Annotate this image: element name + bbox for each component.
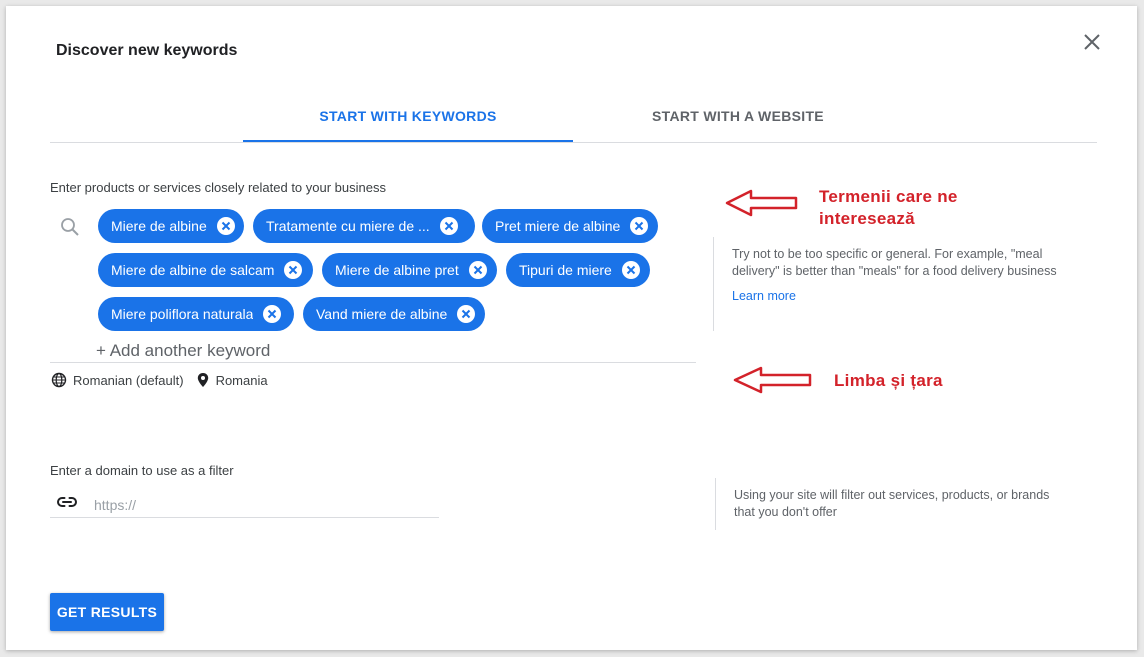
keyword-chip	[482, 209, 658, 243]
domain-divider	[50, 517, 439, 518]
language-label: Romanian (default)	[73, 372, 184, 388]
keyword-chip-label: Tipuri de miere	[519, 262, 612, 278]
annotation-arrow-location	[733, 365, 813, 395]
learn-more-link[interactable]: Learn more	[732, 289, 796, 303]
annotation-keywords-note	[819, 186, 958, 230]
keyword-chip	[322, 253, 497, 287]
search-icon	[60, 217, 80, 237]
dialog-title: Discover new keywords	[56, 42, 238, 59]
keyword-chip	[98, 253, 313, 287]
keyword-chip-label: Miere de albine	[111, 218, 207, 234]
discover-keywords-dialog	[6, 6, 1137, 650]
remove-chip-icon[interactable]	[284, 261, 302, 279]
link-icon	[55, 490, 79, 514]
remove-chip-icon[interactable]	[217, 217, 235, 235]
domain-input[interactable]	[92, 490, 441, 520]
location-pin-icon	[196, 372, 210, 388]
remove-chip-icon[interactable]	[630, 217, 648, 235]
globe-icon	[51, 372, 67, 388]
keyword-chip-label: Pret miere de albine	[495, 218, 621, 234]
tab-start-with-website[interactable]: START WITH A WEBSITE	[652, 108, 824, 124]
remove-chip-icon[interactable]	[469, 261, 487, 279]
remove-chip-icon[interactable]	[457, 305, 475, 323]
close-icon[interactable]	[1082, 32, 1102, 52]
remove-chip-icon[interactable]	[263, 305, 281, 323]
keyword-chip-label: Miere poliflora naturala	[111, 306, 254, 322]
keywords-help	[713, 237, 1073, 331]
domain-help-text: Using your site will filter out services, products, or brands that you don't offer	[734, 488, 1050, 519]
annotation-arrow-keywords	[725, 188, 799, 218]
annotation-location-note: Limba și țara	[834, 371, 943, 390]
annotation-keywords-line2: interesează	[819, 209, 915, 228]
keyword-chip-label: Miere de albine pret	[335, 262, 459, 278]
keyword-chip	[506, 253, 650, 287]
add-keyword-input[interactable]: + Add another keyword	[96, 341, 271, 360]
keyword-chip-label: Vand miere de albine	[316, 306, 448, 322]
keywords-divider	[50, 362, 696, 363]
get-results-button[interactable]: GET RESULTS	[50, 593, 164, 631]
location-selector[interactable]	[196, 372, 268, 388]
tab-start-with-keywords[interactable]: START WITH KEYWORDS	[243, 92, 573, 142]
keyword-chip	[98, 297, 294, 331]
keyword-chip-label: Miere de albine de salcam	[111, 262, 275, 278]
keyword-chip-label: Tratamente cu miere de ...	[266, 218, 430, 234]
keywords-help-text: Try not to be too specific or general. For example, "meal delivery" is better than "meals" for a food delivery business	[732, 247, 1057, 278]
domain-help	[715, 478, 1055, 530]
keyword-chip	[98, 209, 244, 243]
location-label: Romania	[215, 372, 268, 388]
keyword-chip	[253, 209, 475, 243]
language-location-row	[51, 372, 268, 388]
keyword-chip	[303, 297, 485, 331]
tab-bar	[50, 92, 1097, 143]
annotation-keywords-line1: Termenii care ne	[819, 187, 958, 206]
remove-chip-icon[interactable]	[440, 217, 458, 235]
remove-chip-icon[interactable]	[622, 261, 640, 279]
domain-section-label: Enter a domain to use as a filter	[50, 463, 234, 478]
language-selector[interactable]	[51, 372, 184, 388]
keywords-section-label: Enter products or services closely related to your business	[50, 180, 386, 195]
